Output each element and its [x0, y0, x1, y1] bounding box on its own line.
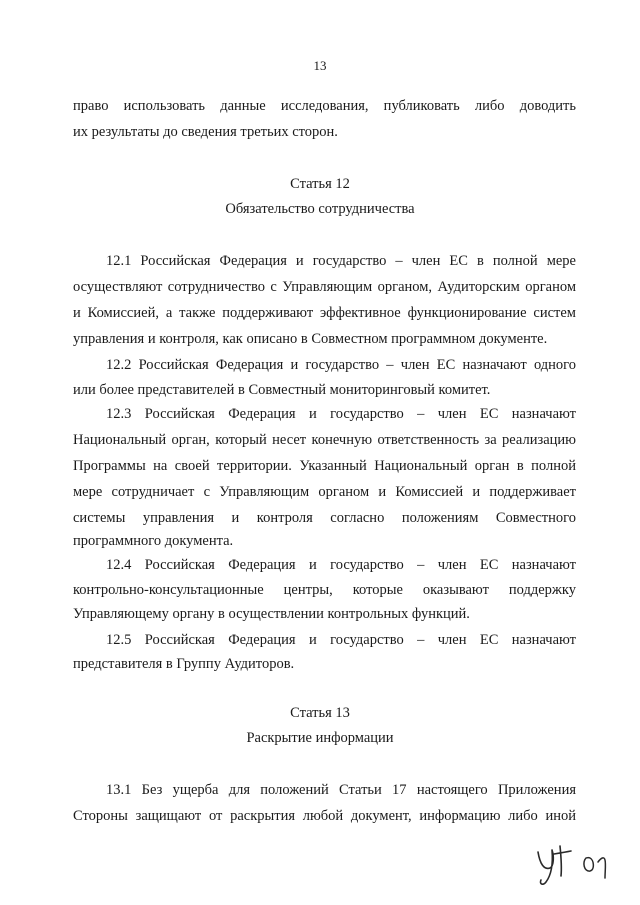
para-12-4-line-2: контрольно-консультационные центры, которые оказывают поддержку: [73, 582, 576, 598]
handwritten-initials: [530, 838, 620, 888]
para-12-3-line-4: мере сотрудничает с Управляющим органом и Комиссией и поддерживает: [73, 484, 576, 500]
para-12-3-line-3: Программы на своей территории. Указанный Национальный орган в полной: [73, 458, 576, 474]
para-12-3-line-2: Национальный орган, который несет конечную ответственность за реализацию: [73, 432, 576, 448]
para-13-1-line-2: Стороны защищают от раскрытия любой документ, информацию либо иной: [73, 808, 576, 824]
para-12-3-line-1: 12.3 Российская Федерация и государство – член ЕС назначают: [106, 406, 576, 422]
article-13-heading: Статья 13: [290, 705, 350, 721]
para-13-1-line-1: 13.1 Без ущерба для положений Статьи 17 настоящего Приложения: [106, 782, 576, 798]
article-13-title: Раскрытие информации: [246, 730, 394, 746]
article-12-heading: Статья 12: [290, 176, 350, 192]
article-12-title: Обязательство сотрудничества: [225, 201, 415, 217]
para-12-3-line-5: системы управления и контроля согласно положениям Совместного: [73, 510, 576, 526]
para-12-1-line-2: осуществляют сотрудничество с Управляющим органом, Аудиторским органом: [73, 279, 576, 295]
para-12-2-line-2: или более представителей в Совместный мониторинговый комитет.: [73, 382, 491, 398]
page-number: 13: [313, 58, 327, 73]
para-12-4-line-3: Управляющему органу в осуществлении контрольных функций.: [73, 606, 470, 622]
para-12-5-line-2: представителя в Группу Аудиторов.: [73, 656, 295, 672]
intro-line-1: право использовать данные исследования, публиковать либо доводить: [73, 98, 576, 114]
para-12-1-line-1: 12.1 Российская Федерация и государство – член ЕС в полной мере: [106, 253, 576, 269]
para-12-1-line-3: и Комиссией, а также поддерживают эффективное функционирование систем: [73, 305, 576, 321]
para-12-3-line-6: программного документа.: [73, 533, 234, 549]
para-12-4-line-1: 12.4 Российская Федерация и государство – член ЕС назначают: [106, 557, 576, 573]
intro-line-2: их результаты до сведения третьих сторон.: [73, 124, 338, 140]
para-12-1-line-4: управления и контроля, как описано в Совместном программном документе.: [73, 331, 548, 347]
para-12-5-line-1: 12.5 Российская Федерация и государство – член ЕС назначают: [106, 632, 576, 648]
para-12-2-line-1: 12.2 Российская Федерация и государство – член ЕС назначают одного: [106, 357, 576, 373]
